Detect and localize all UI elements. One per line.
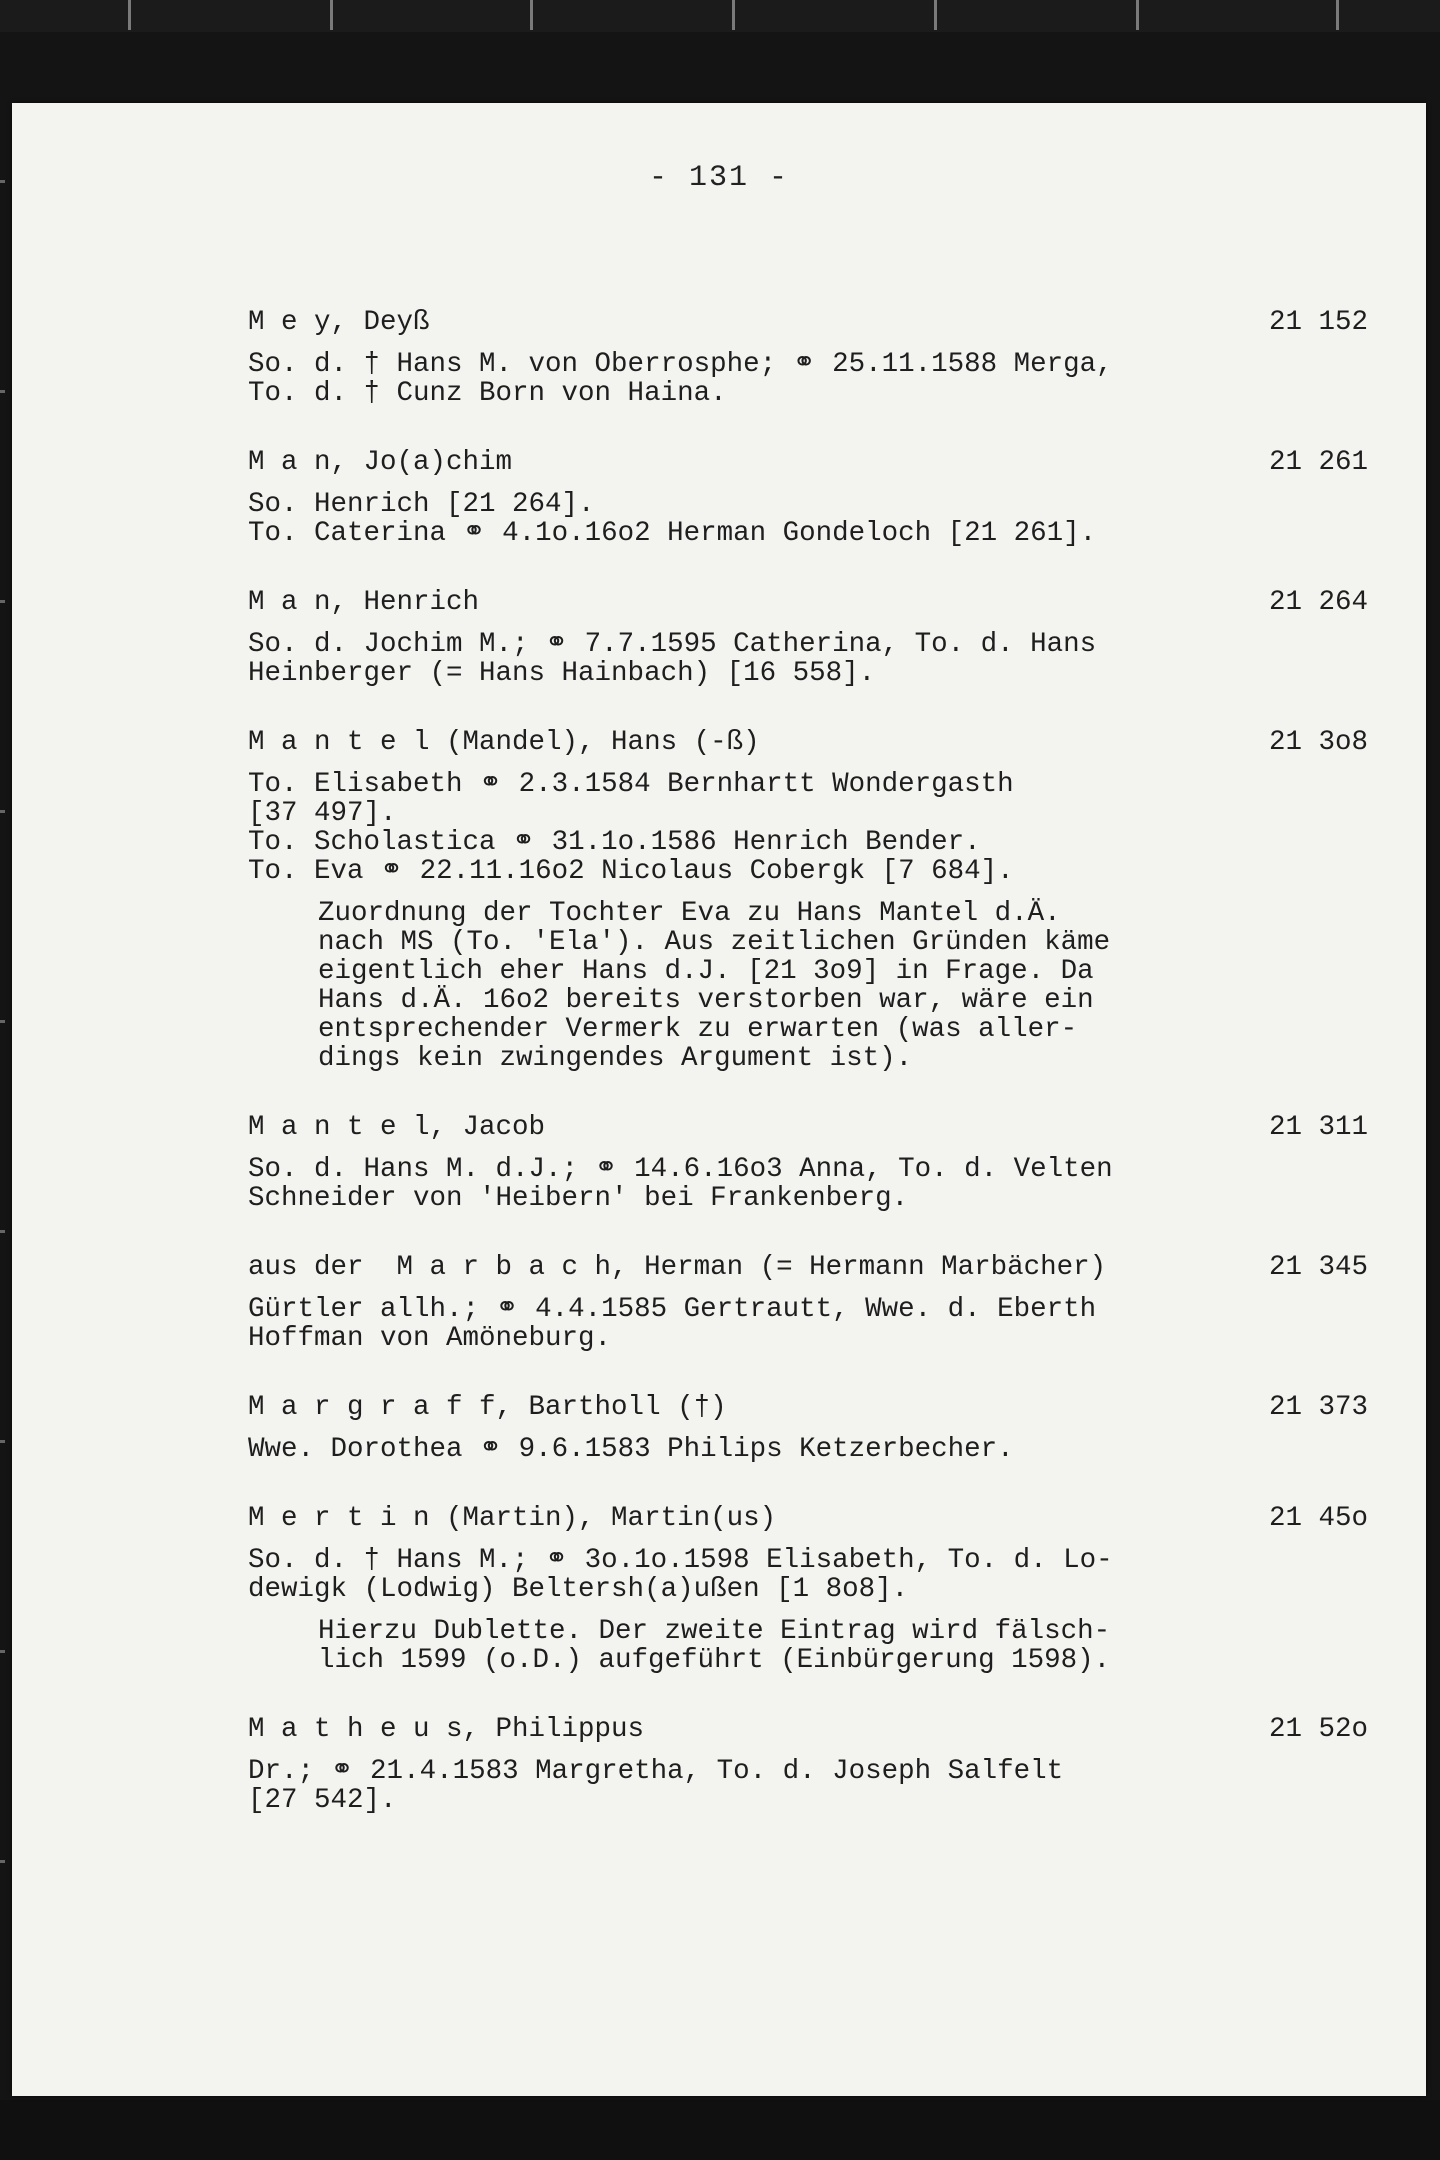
scan-side-mark (0, 810, 5, 813)
entry-number: 21 345 (1268, 1252, 1368, 1283)
entry-body: So. d. Hans M. d.J.; ⚭ 14.6.16o3 Anna, To. d. Velten Schneider von 'Heibern' bei Frankenberg. (248, 1154, 1113, 1214)
scan-side-mark (0, 390, 5, 393)
entry-body: So. d. † Hans M.; ⚭ 3o.1o.1598 Elisabeth, To. d. Lo- dewigk (Lodwig) Beltersh(a)ußen [1 8o8]. (248, 1545, 1113, 1605)
entry-name: M a t h e u s, Philippus (248, 1714, 645, 1745)
entry-man-joachim (248, 448, 1372, 548)
entry-man-henrich (248, 588, 1372, 688)
scan-tick (732, 0, 735, 30)
entry-number: 21 373 (1268, 1392, 1368, 1423)
document-page (12, 103, 1426, 2096)
scan-tick (330, 0, 333, 30)
entry-number: 21 52o (1268, 1714, 1368, 1745)
entry-number: 21 264 (1268, 587, 1368, 618)
scan-tick (1336, 0, 1339, 30)
entry-mey-deyss (248, 308, 1372, 408)
scan-side-mark (0, 1860, 5, 1863)
entry-body: Dr.; ⚭ 21.4.1583 Margretha, To. d. Joseph Salfelt [27 542]. (248, 1756, 1064, 1816)
entry-body: To. Elisabeth ⚭ 2.3.1584 Bernhartt Wondergasth [37 497]. To. Scholastica ⚭ 31.1o.1586 Henrich Bender. To. Eva ⚭ 22.11.16o2 Nicolaus Cobergk [7 684]. (248, 769, 1014, 887)
entry-header (248, 1715, 1372, 1744)
entry-body: So. d. Jochim M.; ⚭ 7.7.1595 Catherina, To. d. Hans Heinberger (= Hans Hainbach) [16 558]. (248, 629, 1097, 689)
entry-header (248, 1253, 1372, 1282)
entry-name: aus der M a r b a c h, Herman (= Hermann Marbächer) (248, 1252, 1107, 1283)
entry-number: 21 3o8 (1268, 727, 1368, 758)
entry-number: 21 45o (1268, 1503, 1368, 1534)
entry-body: Gürtler allh.; ⚭ 4.4.1585 Gertrautt, Wwe. d. Eberth Hoffman von Amöneburg. (248, 1294, 1097, 1354)
entry-note: Zuordnung der Tochter Eva zu Hans Mantel d.Ä. nach MS (To. 'Ela'). Aus zeitlichen Gründen käme eigentlich eher Hans d.J. [21 3o9] in Frage. Da Hans d.Ä. 16o2 bereits verstorben war, wäre ein entsprechender Vermerk zu erwarten (was aller- dings kein zwingendes Argument ist). (318, 898, 1111, 1074)
page-number: - 131 - (648, 161, 790, 195)
entry-margraff-bartholl (248, 1393, 1372, 1464)
entry-header (248, 308, 1372, 337)
scanner-bottom-strip (0, 2100, 1440, 2160)
scan-side-mark (0, 1230, 5, 1233)
scan-side-mark (0, 1020, 5, 1023)
entry-number: 21 152 (1268, 307, 1368, 338)
entry-header (248, 728, 1372, 757)
entry-name: M a n, Jo(a)chim (248, 447, 513, 478)
entry-name: M e y, Deyß (248, 307, 430, 338)
entry-body: So. Henrich [21 264]. To. Caterina ⚭ 4.1o.16o2 Herman Gondeloch [21 261]. (248, 489, 1097, 549)
entry-note: Hierzu Dublette. Der zweite Eintrag wird fälsch- lich 1599 (o.D.) aufgeführt (Einbürgerung 1598). (318, 1616, 1111, 1676)
entry-header (248, 1504, 1372, 1533)
entry-list (248, 308, 1372, 1855)
scan-side-mark (0, 180, 5, 183)
entry-name: M a n, Henrich (248, 587, 480, 618)
scan-tick (530, 0, 533, 30)
entry-name: M a n t e l, Jacob (248, 1112, 546, 1143)
entry-name: M a r g r a f f, Bartholl (†) (248, 1392, 727, 1423)
scan-side-mark (0, 1650, 5, 1653)
scan-tick (128, 0, 131, 30)
entry-body: So. d. † Hans M. von Oberrosphe; ⚭ 25.11.1588 Merga, To. d. † Cunz Born von Haina. (248, 349, 1113, 409)
entry-header (248, 588, 1372, 617)
entry-header (248, 1113, 1372, 1142)
entry-mertin-martin (248, 1504, 1372, 1675)
entry-body: Wwe. Dorothea ⚭ 9.6.1583 Philips Ketzerbecher. (248, 1434, 1014, 1465)
entry-matheus-philippus (248, 1715, 1372, 1815)
entry-number: 21 311 (1268, 1112, 1368, 1143)
entry-name: M a n t e l (Mandel), Hans (-ß) (248, 727, 760, 758)
entry-mantel-hans (248, 728, 1372, 1073)
entry-mantel-jacob (248, 1113, 1372, 1213)
scanner-top-strip (0, 0, 1440, 32)
entry-header (248, 1393, 1372, 1422)
scan-tick (934, 0, 937, 30)
scan-side-mark (0, 1440, 5, 1443)
scan-tick (1136, 0, 1139, 30)
entry-name: M e r t i n (Martin), Martin(us) (248, 1503, 777, 1534)
entry-header (248, 448, 1372, 477)
entry-marbach-herman (248, 1253, 1372, 1353)
scan-side-mark (0, 600, 5, 603)
entry-number: 21 261 (1268, 447, 1368, 478)
